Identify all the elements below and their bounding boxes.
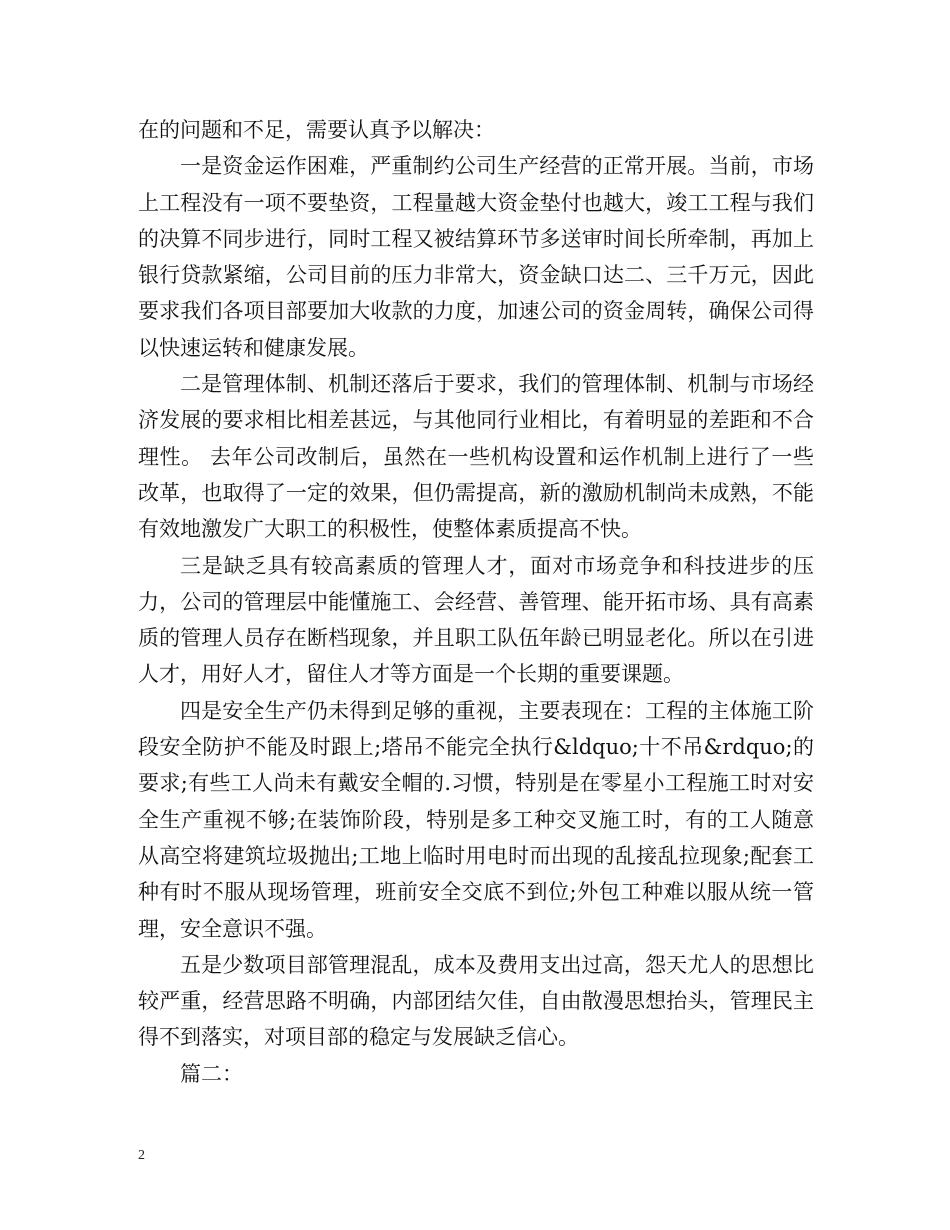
paragraph-point-two: 二是管理体制、机制还落后于要求，我们的管理体制、机制与市场经济发展的要求相比相差甚远，与其他同行业相比，有着明显的差距和不合理性。 去年公司改制后，虽然在一些机构设置和运作机制上进行了一些改革，也取得了一定的效果，但仍需提高，新的激励机制尚未成熟，不能有效地激发广大职工的积极性，使整体素质提高不快。	[138, 372, 814, 542]
page-number: 2	[138, 1148, 145, 1163]
section-heading-part-two: 篇二：	[180, 1061, 243, 1086]
paragraph-point-three: 三是缺乏具有较高素质的管理人才，面对市场竞争和科技进步的压力，公司的管理层中能懂施工、会经营、善管理、能开拓市场、具有高素质的管理人员存在断档现象，并且职工队伍年龄已明显老化。所以在引进人才，用好人才，留住人才等方面是一个长期的重要课题。	[138, 553, 814, 687]
paragraph-continuation: 在的问题和不足，需要认真予以解决：	[138, 118, 495, 142]
paragraph-point-one: 一是资金运作困难，严重制约公司生产经营的正常开展。当前，市场上工程没有一项不要垫资，工程量越大资金垫付也越大，竣工工程与我们的决算不同步进行，同时工程又被结算环节多送审时间长所牵制，再加上银行贷款紧缩，公司目前的压力非常大，资金缺口达二、三千万元，因此要求我们各项目部要加大收款的力度，加速公司的资金周转，确保公司得以快速运转和健康发展。	[138, 154, 814, 360]
document-body	[138, 112, 814, 1092]
paragraph-point-five: 五是少数项目部管理混乱，成本及费用支出过高，怨天尤人的思想比较严重，经营思路不明确，内部团结欠佳，自由散漫思想抬头，管理民主得不到落实，对项目部的稳定与发展缺乏信心。	[138, 952, 814, 1050]
paragraph-point-four: 四是安全生产仍未得到足够的重视，主要表现在：工程的主体施工阶段安全防护不能及时跟上;塔吊不能完全执行&ldquo;十不吊&rdquo;的要求;有些工人尚未有戴安全帽的.习惯，特别是在零星小工程施工时对安全生产重视不够;在装饰阶段，特别是多工种交叉施工时，有的工人随意从高空将建筑垃圾抛出;工地上临时用电时而出现的乱接乱拉现象;配套工种有时不服从现场管理，班前安全交底不到位;外包工种难以服从统一管理，安全意识不强。	[138, 698, 814, 941]
